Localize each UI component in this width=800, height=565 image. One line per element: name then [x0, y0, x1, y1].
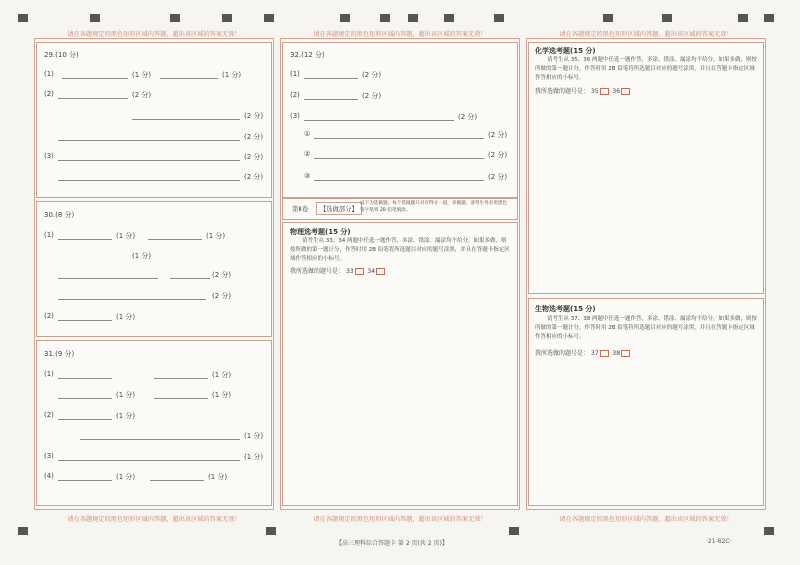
score-label: (1 分): [116, 412, 136, 420]
score-label: (1 分): [132, 252, 152, 260]
score-label: (1 分): [208, 473, 228, 481]
answer-line[interactable]: [304, 78, 358, 79]
choice-box-36[interactable]: [621, 88, 630, 95]
chemistry-title: 化学选考题(15 分): [535, 47, 596, 55]
question-title: 31.(9 分): [44, 350, 75, 358]
sub-label: (2): [44, 411, 54, 419]
warning-bottom-mid: 请在各题规定的黑色矩形区域内答题，超出该区域的答案无效！: [313, 516, 487, 523]
answer-line[interactable]: [170, 278, 210, 279]
timing-mark: [340, 14, 350, 22]
biology-title: 生物选考题(15 分): [535, 305, 596, 313]
score-label: (2 分): [488, 131, 508, 139]
option-number: 38: [612, 350, 621, 357]
sub-label: (3): [44, 452, 54, 460]
timing-mark: [738, 14, 748, 22]
answer-line[interactable]: [58, 320, 112, 321]
score-label: (1 分): [116, 391, 136, 399]
timing-mark: [444, 14, 454, 22]
option-number: 36: [612, 88, 621, 95]
score-label: (2 分): [244, 173, 264, 181]
sub-label: (1): [44, 231, 54, 239]
question-title: 32.(12 分): [290, 51, 325, 59]
choice-box-37[interactable]: [600, 350, 609, 357]
score-label: (1 分): [212, 371, 232, 379]
choice-label: 我所选做的题号是：: [290, 268, 345, 275]
score-label: (1 分): [222, 71, 242, 79]
physics-instruction: 请考生从 33、34 两题中任选一题作答，多涂、错涂、漏涂均不给分，如果多做，则按所做的第一题计分，作答时用 2B 铅笔将所选题目对应的题号涂黑，并且在答题卡指定区域作答相应的小标号。: [290, 238, 510, 262]
score-label: (1 分): [206, 232, 226, 240]
answer-line[interactable]: [58, 180, 240, 181]
sub-label: ①: [304, 130, 311, 138]
answer-line[interactable]: [58, 480, 112, 481]
biology-choice: [535, 348, 630, 357]
answer-line[interactable]: [154, 378, 208, 379]
score-label: (2 分): [244, 153, 264, 161]
timing-mark: [494, 14, 504, 22]
warning-top-right: 请在各题规定的黑色矩形区域内答题，超出该区域的答案无效！: [559, 31, 733, 38]
sub-label: (2): [290, 91, 300, 99]
answer-line[interactable]: [58, 239, 112, 240]
score-label: (1 分): [212, 391, 232, 399]
choice-label: 我所选做的题号是：: [535, 88, 590, 95]
score-label: (2 分): [488, 173, 508, 181]
sub-label: (4): [44, 472, 54, 480]
question-29-box: [36, 42, 272, 198]
score-label: (2 分): [132, 91, 152, 99]
answer-line[interactable]: [58, 299, 206, 300]
score-label: (2 分): [212, 271, 232, 279]
footer-page-label: 【高三理科综合答题卡 第 2 页(共 2 页)】: [336, 540, 448, 547]
score-label: (1 分): [244, 453, 264, 461]
sub-label: ②: [304, 150, 311, 158]
score-label: (2 分): [458, 113, 478, 121]
score-label: (2 分): [244, 112, 264, 120]
sub-label: (1): [44, 370, 54, 378]
score-label: (1 分): [132, 71, 152, 79]
score-label: (1 分): [244, 432, 264, 440]
score-label: (2 分): [488, 151, 508, 159]
timing-mark: [170, 14, 180, 22]
answer-line[interactable]: [58, 98, 128, 99]
timing-mark: [222, 14, 232, 22]
score-label: (2 分): [244, 133, 264, 141]
answer-line[interactable]: [58, 419, 112, 420]
score-label: (1 分): [116, 232, 136, 240]
sub-label: (1): [44, 70, 54, 78]
sub-label: (3): [290, 112, 300, 120]
answer-line[interactable]: [58, 378, 112, 379]
section-note: 以下为选做题，每个选做题只对应得分一道，多做题，请考生务必用黑色签字笔将 2B 铅笔填涂。: [360, 201, 508, 213]
sub-label: (2): [44, 312, 54, 320]
chemistry-instruction: 请考生从 35、36 两题中任选一题作答，多涂、错涂、漏涂均不给分，如果多做，则按所做的第一题计分，作答时用 2B 铅笔将所选题目对应的题号涂黑，并且在答题卡指定区域作答相应的小标号。: [535, 57, 757, 81]
question-title: 30.(8 分): [44, 211, 75, 219]
choice-box-35[interactable]: [600, 88, 609, 95]
answer-line[interactable]: [132, 119, 240, 120]
timing-mark: [764, 14, 774, 22]
answer-line[interactable]: [148, 239, 202, 240]
timing-mark: [266, 527, 276, 535]
score-label: (1 分): [116, 313, 136, 321]
question-title: 29.(10 分): [44, 51, 79, 59]
timing-mark: [764, 527, 774, 535]
timing-mark: [408, 14, 418, 22]
answer-line[interactable]: [314, 138, 484, 139]
option-number: 37: [590, 350, 599, 357]
answer-line[interactable]: [304, 120, 454, 121]
sub-label: (1): [290, 70, 300, 78]
question-30-box: [36, 201, 272, 337]
answer-line[interactable]: [160, 78, 218, 79]
timing-mark: [18, 14, 28, 22]
answer-line[interactable]: [58, 140, 240, 141]
timing-mark: [509, 527, 519, 535]
choice-box-34[interactable]: [376, 268, 385, 275]
score-label: (1 分): [116, 473, 136, 481]
answer-line[interactable]: [58, 160, 240, 161]
chemistry-choice: [535, 86, 630, 95]
timing-mark: [90, 14, 100, 22]
timing-mark: [603, 14, 613, 22]
option-number: 34: [367, 268, 376, 275]
section-tag: 【选做部分】: [316, 202, 362, 215]
answer-line[interactable]: [62, 78, 128, 79]
physics-title: 物理选考题(15 分): [290, 228, 351, 236]
timing-mark: [380, 14, 390, 22]
option-number: 33: [345, 268, 354, 275]
sub-label: (3): [44, 152, 54, 160]
choice-box-38[interactable]: [621, 350, 630, 357]
score-label: (2 分): [362, 92, 382, 100]
answer-line[interactable]: [154, 398, 208, 399]
footer-code: ·21-62C·: [706, 538, 732, 545]
answer-line[interactable]: [58, 460, 240, 461]
warning-top-mid: 请在各题规定的黑色矩形区域内答题，超出该区域的答案无效！: [313, 31, 487, 38]
answer-line[interactable]: [304, 99, 358, 100]
answer-line[interactable]: [314, 180, 484, 181]
answer-line[interactable]: [58, 278, 158, 279]
timing-mark: [264, 14, 274, 22]
answer-line[interactable]: [58, 398, 112, 399]
warning-bottom-left: 请在各题规定的黑色矩形区域内答题，超出该区域的答案无效！: [67, 516, 241, 523]
section-label: 第Ⅱ卷: [292, 205, 309, 213]
physics-box: [282, 222, 518, 506]
choice-box-33[interactable]: [355, 268, 364, 275]
score-label: (2 分): [212, 292, 232, 300]
answer-line[interactable]: [150, 480, 204, 481]
timing-mark: [18, 527, 28, 535]
answer-line[interactable]: [314, 158, 484, 159]
warning-bottom-right: 请在各题规定的黑色矩形区域内答题，超出该区域的答案无效！: [559, 516, 733, 523]
warning-top-left: 请在各题规定的黑色矩形区域内答题，超出该区域的答案无效！: [67, 31, 241, 38]
answer-line[interactable]: [80, 439, 240, 440]
biology-instruction: 请考生从 37、38 两题中任选一题作答，多涂、错涂、漏涂均不给分，如果多做，则按所做的第一题计分，作答时用 2B 铅笔将所选题目对应的题号涂黑，并且在答题卡指定区域作答相应的小标号。: [535, 316, 757, 340]
question-31-box: [36, 340, 272, 506]
timing-mark: [662, 14, 672, 22]
option-number: 35: [590, 88, 599, 95]
physics-choice: [290, 266, 385, 275]
sub-label: (2): [44, 90, 54, 98]
score-label: (2 分): [362, 71, 382, 79]
sub-label: ③: [304, 172, 311, 180]
choice-label: 我所选做的题号是：: [535, 350, 590, 357]
